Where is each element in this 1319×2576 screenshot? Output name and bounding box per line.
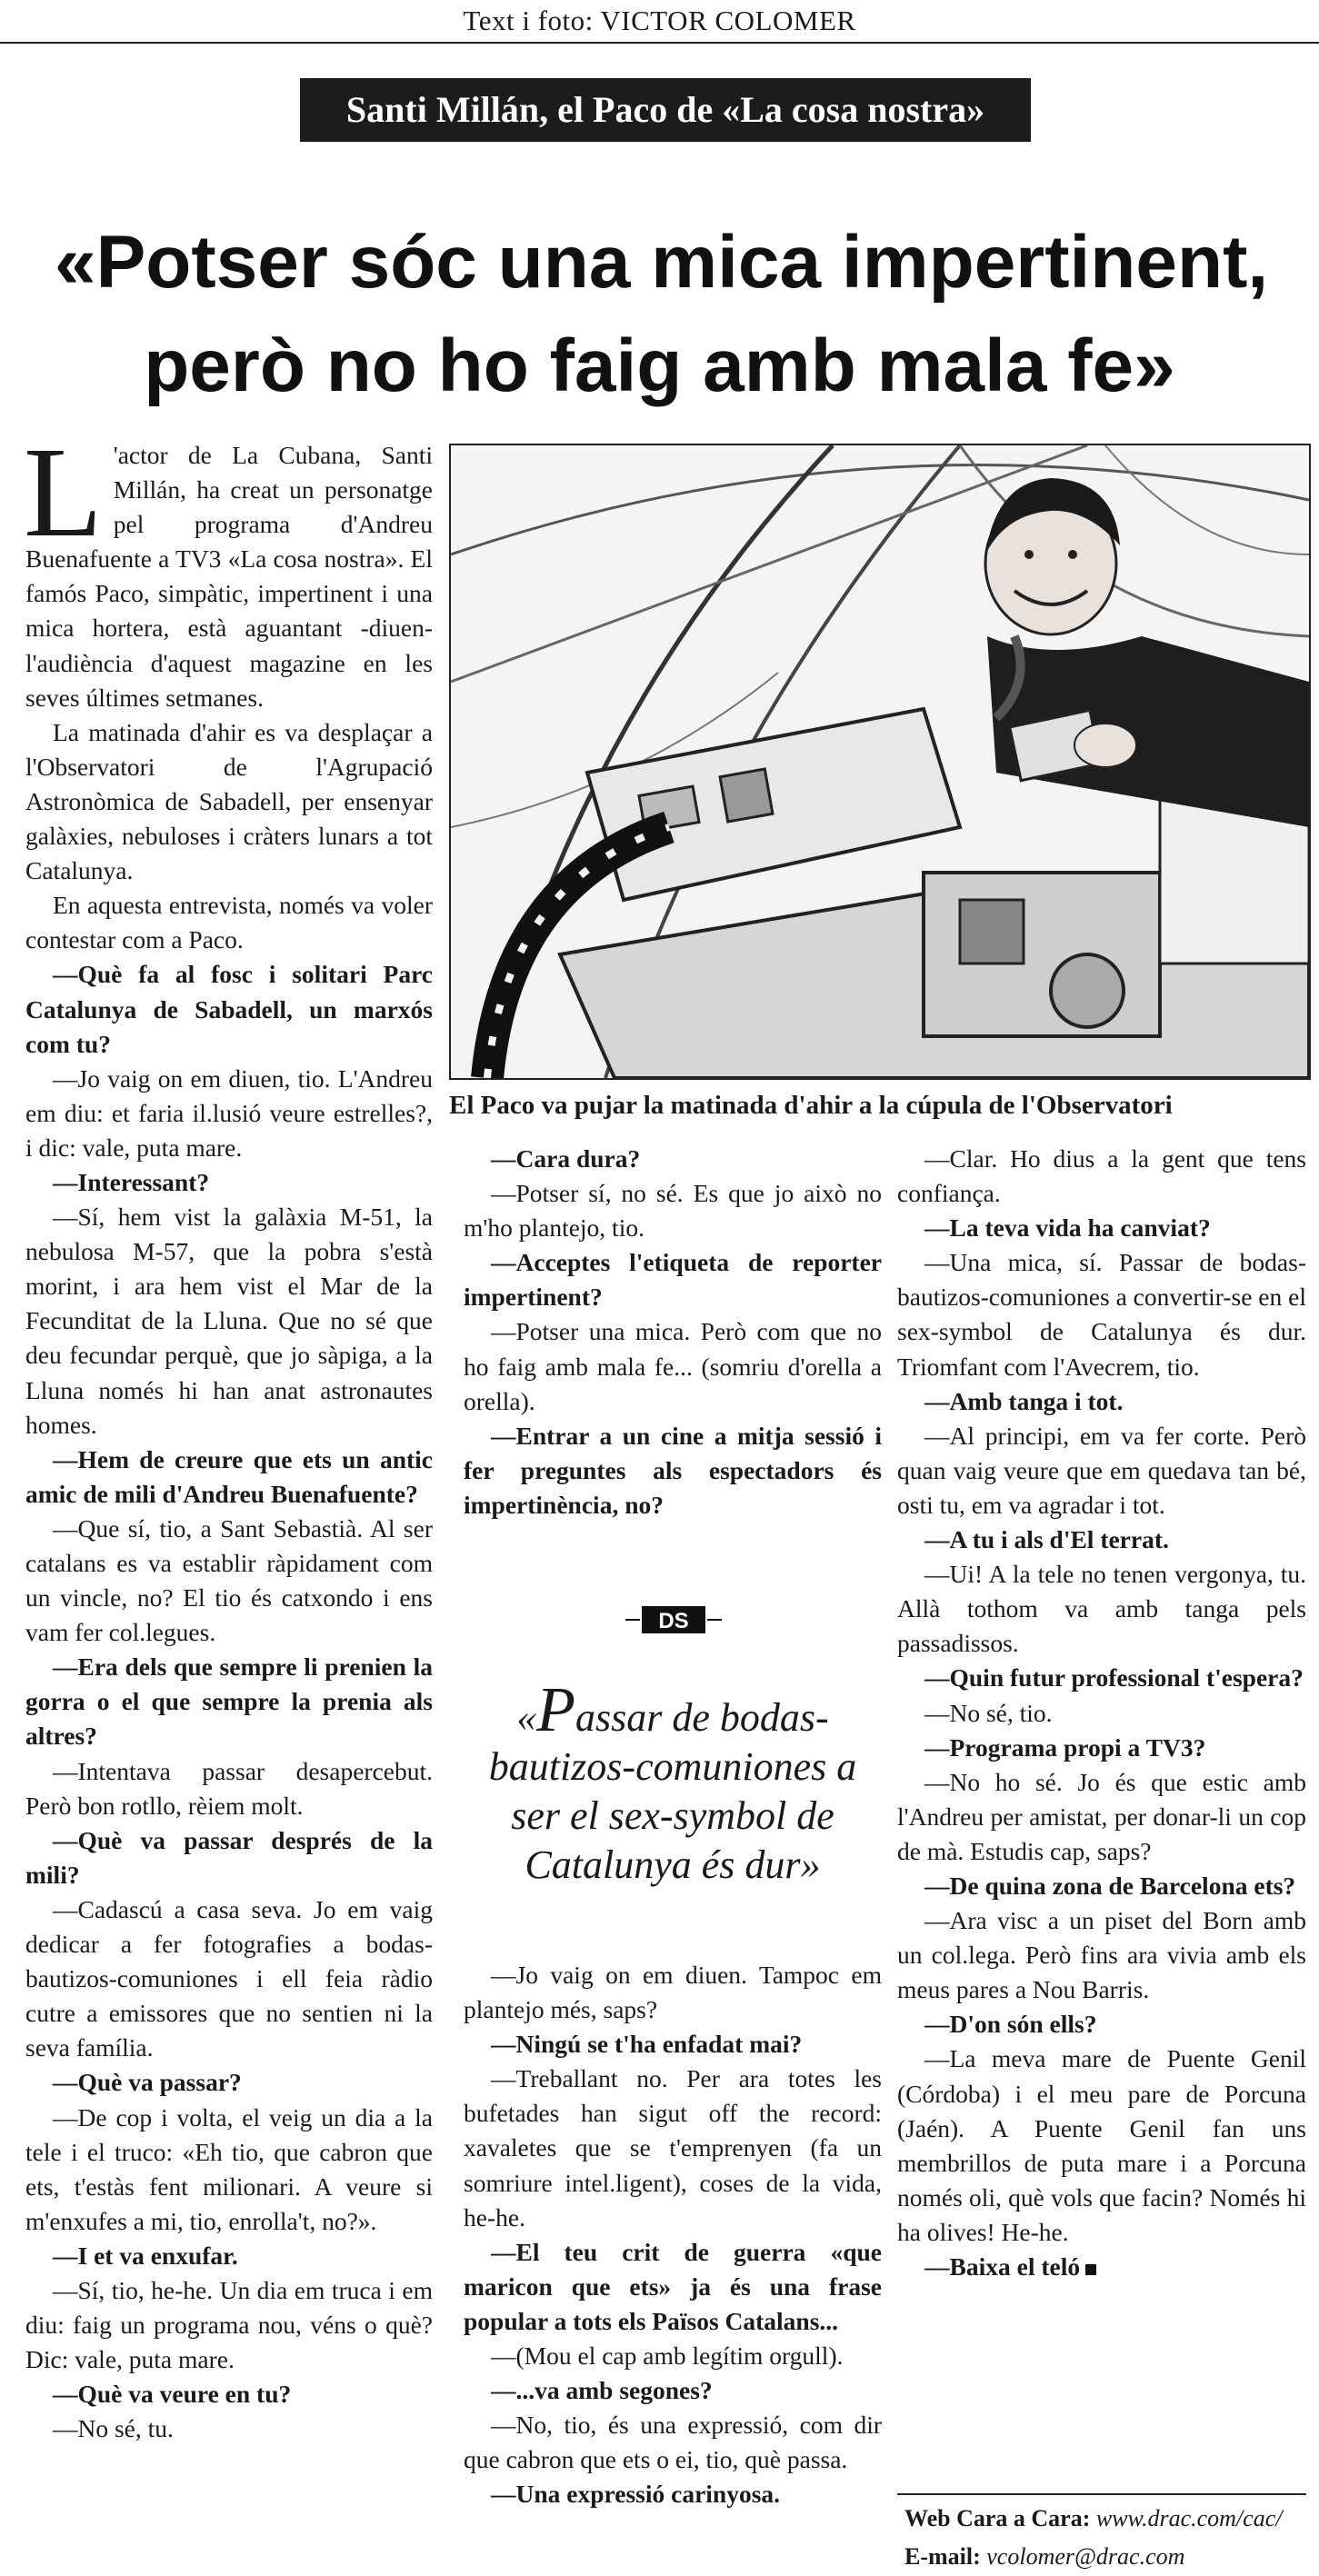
article-paragraph: —Ui! A la tele no tenen vergonya, tu. Allà tothom va amb tanga pels passadissos. [897, 1560, 1306, 1658]
interview-question: —De quina zona de Barcelona ets? [924, 1871, 1296, 1900]
interview-question: —Entrar a un cine a mitja sessió i fer preguntes als espectadors és impertinència, no? [464, 1421, 882, 1519]
interview-question: —Cara dura? [491, 1144, 641, 1173]
interview-question: —La teva vida ha canviat? [924, 1213, 1211, 1243]
headline-line-2: però no ho faig amb mala fe» [144, 324, 1175, 407]
article-paragraph: —Cadascú a casa seva. Jo em vaig dedicar a fer fotografies a bodas-bautizos-comuniones i ell feia ràdio cutre a emissores que no sentien ni la seva família. [25, 1894, 433, 2062]
telescope-dome-illustration [451, 445, 1309, 1078]
end-mark [1085, 2264, 1096, 2275]
article-column-3 [897, 1142, 1306, 2284]
article-column-1 [24, 420, 433, 2446]
article-paragraph: —Clar. Ho dius a la gent que tens confiança. [897, 1144, 1306, 1208]
photo-credit: Text i foto: VICTOR COLOMER [463, 5, 856, 36]
interview-question: —Programa propi a TV3? [924, 1732, 1206, 1762]
article-paragraph: —No ho sé. Jo és que estic amb l'Andreu per amistat, per donar-li un cop de mà. Estudis cap, saps? [897, 1767, 1306, 1865]
article-paragraph: —Al principi, em va fer corte. Però quan vaig veure que em quedava tan bé, osti tu, em va agradar i tot. [897, 1421, 1306, 1519]
article-paragraph: —No, tio, és una expressió, com dir que cabron que ets o ei, tio, què passa. [464, 2411, 882, 2474]
article-paragraph: —Que sí, tio, a Sant Sebastià. Al ser catalans es va establir ràpidament com un vincle, no? El tio és catxondo i ens vam fer col.legues. [25, 1513, 433, 1647]
interview-question: —Hem de creure que ets un antic amic de mili d'Andreu Buenafuente? [25, 1444, 433, 1508]
interview-question: —I et va enxufar. [53, 2241, 238, 2270]
interview-question: —...va amb segones? [491, 2376, 713, 2405]
web-url[interactable]: www.drac.com/cac/ [1095, 2505, 1283, 2531]
web-rule [897, 2493, 1306, 2495]
interview-question: —Quin futur professional t'espera? [924, 1663, 1304, 1692]
article-paragraph: —Intentava passar desapercebut. Però bon rotllo, rèiem molt. [25, 1756, 433, 1820]
pull-quote-open: « [516, 1695, 537, 1740]
ds-logo [625, 1604, 722, 1635]
interview-question: —Baixa el teló [897, 2250, 1306, 2284]
article-paragraph: —Sí, hem vist la galàxia M-51, la nebulosa M-57, que la pobra s'està morint, i ara hem vist el Mar de la Fecunditat de la Lluna. Que no sé que deu fecundar perquè, que jo sàpiga, a la Lluna només hi han anat astronautes homes. [25, 1203, 433, 1439]
pull-quote-initial: P [536, 1675, 576, 1745]
email-address[interactable]: vcolomer@drac.com [986, 2543, 1185, 2570]
article-paragraph: —Una mica, sí. Passar de bodas-bautizos-comuniones a convertir-se en el sex-symbol de Catalunya és dur. Triomfant com l'Avecrem, tio. [897, 1248, 1306, 1381]
observatory-photo [449, 444, 1311, 1080]
top-rule [0, 42, 1319, 44]
pull-quote-text: assar de bodas-bautizos-comuniones a ser el sex-symbol de Catalunya és dur» [488, 1695, 857, 1887]
headline-line-1: «Potser sóc una mica impertinent, [55, 221, 1269, 304]
interview-question: —D'on són ells? [924, 2010, 1097, 2039]
interview-question: —Ningú se t'ha enfadat mai? [491, 2030, 803, 2059]
article-paragraph: —Treballant no. Per ara totes les bufetades han sigut off the record: xavaletes que se t'emprenyen (fa un somriure intel.ligent), coses de la vida, he-he. [464, 2064, 882, 2232]
article-paragraph: 'actor de La Cubana, Santi Millán, ha creat un personatge pel programa d'Andreu Buenafuente a TV3 «La cosa nostra». El famós Paco, simpàtic, impertinent i una mica hortera, està aguantant -diuen- l'audiència d'aquest magazine en les seves últimes setmanes. [25, 441, 433, 712]
article-paragraph: —De cop i volta, el veig un dia a la tele i el truco: «Eh tio, que cabron que ets, t'estàs fent milionari. A veure si m'enxufes a mi, tio, enrolla't, no?». [25, 2102, 433, 2235]
interview-question: —Què fa al fosc i solitari Parc Catalunya de Sabadell, un marxós com tu? [25, 960, 433, 1058]
interview-question: —El teu crit de guerra «que maricon que ets» ja és una frase popular a tots els Països Catalans... [464, 2237, 882, 2335]
article-paragraph: —No sé, tu. [53, 2414, 174, 2443]
article-paragraph: —(Mou el cap amb legítim orgull). [491, 2341, 844, 2371]
interview-question: —Una expressió carinyosa. [491, 2480, 781, 2509]
web-contact [904, 2500, 1314, 2576]
svg-text:DS: DS [658, 1609, 689, 1633]
article-paragraph: —La meva mare de Puente Genil (Córdoba) i el meu pare de Porcuna (Jaén). A Puente Genil fan uns membrillos de puta mare i a Porcuna només oli, què vols que facin? Només hi ha olives! He-he. [897, 2044, 1306, 2246]
article-paragraph: —Potser una mica. Però com que no ho faig amb mala fe... (somriu d'orella a orella). [464, 1317, 882, 1415]
interview-question: —Què va passar? [53, 2068, 242, 2097]
article-column-2-bottom [464, 1958, 882, 2512]
interview-question: —A tu i als d'El terrat. [924, 1525, 1169, 1554]
article-paragraph: —No sé, tio. [924, 1698, 1053, 1727]
drop-cap: L [24, 420, 103, 564]
email-label: E-mail: [904, 2543, 981, 2570]
interview-question: —Amb tanga i tot. [924, 1386, 1124, 1415]
interview-question: —Acceptes l'etiqueta de reporter impertinent? [464, 1248, 882, 1312]
pull-quote [464, 1675, 882, 1890]
article-paragraph: —Ara visc a un piset del Born amb un col.lega. Però fins ara vivia amb els meus pares a Nou Barris. [897, 1906, 1306, 2004]
article-paragraph: —Jo vaig on em diuen, tio. L'Andreu em diu: et faria il.lusió veure estrelles?, i dic: vale, puta mare. [25, 1063, 433, 1162]
article-paragraph: —Sí, tio, he-he. Un dia em truca i em diu: faig un programa nou, véns o què? Dic: vale, puta mare. [25, 2275, 433, 2374]
interview-question: —Què va passar després de la mili? [25, 1825, 433, 1889]
photo-caption: El Paco va pujar la matinada d'ahir a la cúpula de l'Observatori [449, 1091, 1173, 1120]
interview-question: —Era dels que sempre li prenien la gorra o el que sempre la prenia als altres? [25, 1652, 433, 1751]
kicker-banner: Santi Millán, el Paco de «La cosa nostra» [300, 78, 1031, 142]
article-paragraph: —Potser sí, no sé. Es que jo això no m'ho plantejo, tio. [464, 1179, 882, 1243]
web-label: Web Cara a Cara: [904, 2505, 1091, 2531]
headline [55, 211, 1269, 418]
article-paragraph: La matinada d'ahir es va desplaçar a l'Observatori de l'Agrupació Astronòmica de Sabadell, per ensenyar galàxies, nebuloses i cràters lunars a tot Catalunya. [25, 717, 433, 885]
interview-question: —Què va veure en tu? [53, 2380, 292, 2409]
article-paragraph: —Jo vaig on em diuen. Tampoc em plantejo més, saps? [464, 1961, 882, 2024]
article-paragraph: En aquesta entrevista, només va voler contestar com a Paco. [25, 891, 433, 954]
article-column-2-top [464, 1142, 882, 1523]
interview-question: —Interessant? [53, 1167, 210, 1196]
